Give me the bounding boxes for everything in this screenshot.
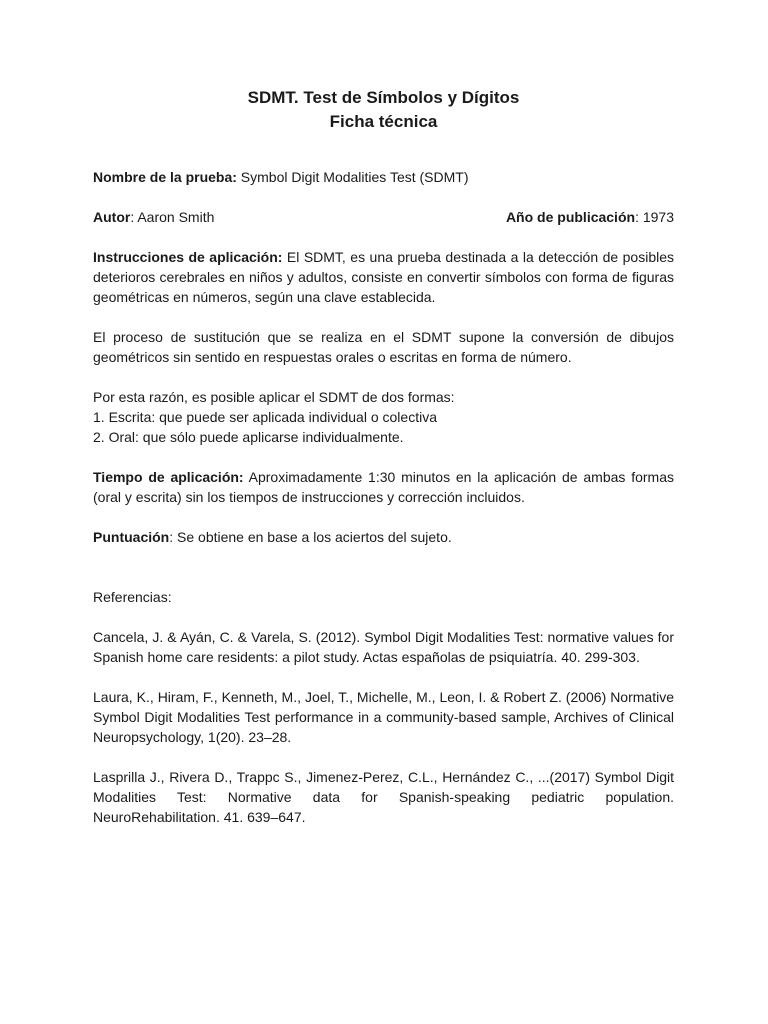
document-subtitle: Ficha técnica bbox=[329, 112, 438, 131]
instructions-value: El SDMT, es una prueba destinada a la detección de posibles deterioros cerebrales en niños y adultos, consiste en convertir símbolos con forma de figuras geométricas en números, según una clave establecida. bbox=[93, 249, 674, 305]
time-label: Tiempo de aplicación: bbox=[93, 469, 244, 485]
instructions-paragraph bbox=[93, 247, 674, 307]
score-value: : Se obtiene en base a los aciertos del sujeto. bbox=[169, 529, 452, 545]
author-field bbox=[93, 207, 214, 227]
test-name-paragraph bbox=[93, 167, 674, 187]
form-item-oral: 2. Oral: que sólo puede aplicarse individualmente. bbox=[93, 429, 404, 445]
test-name-value: Symbol Digit Modalities Test (SDMT) bbox=[236, 169, 469, 185]
instructions-label: Instrucciones de aplicación: bbox=[93, 249, 283, 265]
score-label: Puntuación bbox=[93, 529, 170, 545]
title-block bbox=[93, 86, 674, 134]
time-value: Aproximadamente 1:30 minutos en la aplicación de ambas formas (oral y escrita) sin los tiempos de instrucciones y corrección incluidos. bbox=[93, 469, 674, 505]
author-value: : Aaron Smith bbox=[130, 209, 215, 225]
time-paragraph bbox=[93, 467, 674, 507]
document-title: SDMT. Test de Símbolos y Dígitos bbox=[247, 88, 520, 107]
references-heading: Referencias: bbox=[93, 589, 172, 605]
reference-item: Cancela, J. & Ayán, C. & Varela, S. (2012). Symbol Digit Modalities Test: normative values for Spanish home care residents: a pilot study. Actas españolas de psiquiatría. 40. 299-303. bbox=[93, 629, 674, 665]
forms-paragraph bbox=[93, 387, 674, 447]
process-paragraph: El proceso de sustitución que se realiza en el SDMT supone la conversión de dibujos geométricos sin sentido en respuestas orales o escritas en forma de número. bbox=[93, 329, 674, 365]
form-item-written: 1. Escrita: que puede ser aplicada individual o colectiva bbox=[93, 409, 437, 425]
score-paragraph bbox=[93, 527, 674, 547]
test-name-label: Nombre de la prueba: bbox=[93, 169, 237, 185]
forms-intro: Por esta razón, es posible aplicar el SDMT de dos formas: bbox=[93, 389, 455, 405]
document-page bbox=[93, 86, 674, 847]
year-value: : 1973 bbox=[635, 209, 674, 225]
year-label: Año de publicación bbox=[505, 209, 636, 225]
author-label: Autor bbox=[93, 209, 131, 225]
author-year-row bbox=[93, 207, 674, 227]
reference-item: Lasprilla J., Rivera D., Trappc S., Jimenez-Perez, C.L., Hernández C., ...(2017) Symbol Digit Modalities Test: Normative data for Spanish-speaking pediatric population. NeuroRehabilitation. 41. 639–647. bbox=[93, 769, 674, 825]
year-field bbox=[506, 207, 674, 227]
reference-item: Laura, K., Hiram, F., Kenneth, M., Joel, T., Michelle, M., Leon, I. & Robert Z. (2006) Normative Symbol Digit Modalities Test performance in a community-based sample, Archives of Clinical Neuropsychology, 1(20). 23–28. bbox=[93, 689, 674, 745]
